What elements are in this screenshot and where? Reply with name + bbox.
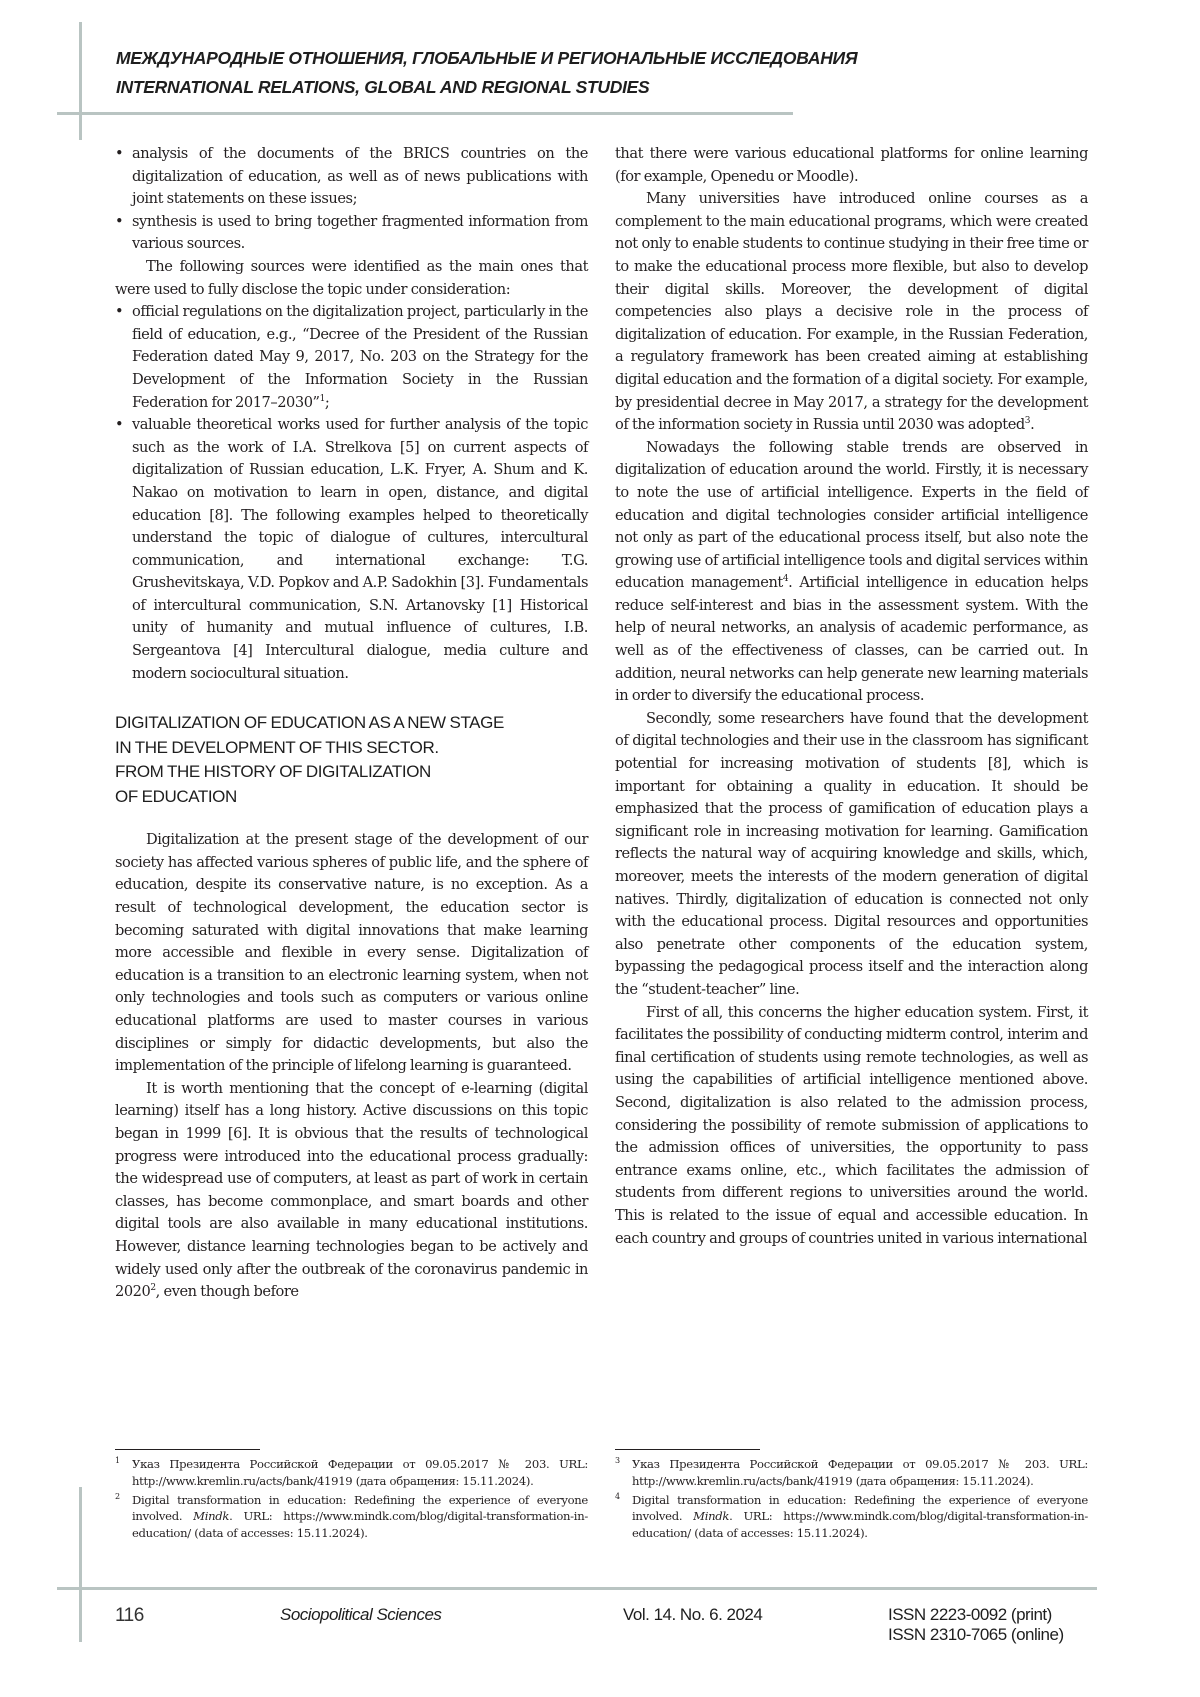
- journal-title: Sociopolitical Sciences: [280, 1605, 442, 1624]
- volume-info: Vol. 14. No. 6. 2024: [623, 1605, 763, 1624]
- right-column: [615, 143, 1088, 1250]
- running-head-ru: МЕЖДУНАРОДНЫЕ ОТНОШЕНИЯ, ГЛОБАЛЬНЫЕ И РЕГИОНАЛЬНЫЕ ИССЛЕДОВАНИЯ: [116, 48, 858, 68]
- footnote-ref[interactable]: 2: [150, 1283, 156, 1294]
- paragraph: Nowadays the following stable trends are observed in digitalization of education around the world. Firstly, it is necessary to note the use of artificial intelligence. Experts in the field of education and digital technologies consider artificial intelligence not only as part of the educational process itself, but also note the growing use of artificial intelligence tools and digital services within education management$^4$. Artificial intelligence in education helps reduce self-interest and bias in the assessment system. With the help of neural networks, an analysis of academic performance, as well as of the effectiveness of classes, can be carried out. In addition, neural networks can help generate new learning materials in order to diversify the educational process.: [615, 438, 1088, 705]
- footnote-number: 2: [115, 1491, 120, 1501]
- running-head-en: INTERNATIONAL RELATIONS, GLOBAL AND REGIONAL STUDIES: [116, 77, 650, 97]
- list-item: • analysis of the documents of the BRICS countries on the digitalization of education, as well as of news publications with joint statements on these issues;: [115, 143, 588, 211]
- footnote-number: 1: [115, 1456, 120, 1465]
- header-vertical-rule: [79, 22, 82, 140]
- footnote-link[interactable]: . URL: https://www.mindk.com/blog/digital-transformation-in-education/ (data of accesses: 15.11.2024).: [132, 1509, 588, 1541]
- header-horizontal-rule: [57, 112, 793, 115]
- footer-vertical-rule: [79, 1487, 82, 1642]
- footnote-ref[interactable]: 4: [782, 574, 789, 585]
- issn-block: [888, 1605, 1064, 1645]
- footnote-link[interactable]: . URL: https://www.mindk.com/blog/digital-transformation-in-education/ (data of accesses: 15.11.2024).: [632, 1509, 1088, 1541]
- footnotes-right: [615, 1449, 1088, 1544]
- sources-list: [115, 301, 588, 685]
- footnotes-left: [115, 1449, 588, 1544]
- page-number: 116: [115, 1605, 144, 1626]
- paragraph: The following sources were identified as the main ones that were used to fully disclose the topic under consideration:: [115, 257, 588, 298]
- paragraph: It is worth mentioning that the concept of e-learning (digital learning) itself has a long history. Active discussions on this topic began in 1999 [6]. It is obvious that the results of technological progress were introduced into the educational process gradually: the widespread use of computers, at least as part of work in certain classes, has become commonplace, and smart boards and other digital tools are also available in many educational institutions. However, distance learning technologies began to be actively and widely used only after the outbreak of the coronavirus pandemic in 2020$^2$, even though before: [115, 1079, 588, 1301]
- list-item: • synthesis is used to bring together fragmented information from various sources.: [115, 211, 588, 256]
- paragraph: that there were various educational platforms for online learning (for example, Openedu or Moodle).: [615, 145, 1088, 185]
- footnote: 1 Указ Президента Российской Федерации от 09.05.2017 № 203. URL: http://www.kremlin.ru/acts/bank/41919 (дата обращения: 15.11.2024).: [115, 1456, 588, 1490]
- left-column: [115, 143, 588, 1304]
- footer-horizontal-rule: [57, 1587, 1097, 1590]
- footnote: 2 Digital transformation in education: Redefining the experience of everyone involved. Mindk. URL: https://www.mindk.com/blog/digital-transformation-in-education/ (data of accesses: 15.11.2024).: [115, 1492, 588, 1542]
- methods-list: [115, 143, 588, 256]
- footnote-rule: [115, 1449, 260, 1450]
- paragraph: First of all, this concerns the higher education system. First, it facilitates the possibility of conducting midterm control, interim and final certification of students using remote technologies, as well as using the capabilities of artificial intelligence mentioned above. Second, digitalization is also related to the admission process, considering the possibility of remote submission of applications to the admission offices of universities, the opportunity to pass entrance exams online, etc., which facilitates the admission of students from different regions to universities around the world. This is related to the issue of equal and accessible education. In each country and groups of countries united in various international: [615, 1003, 1088, 1247]
- paragraph: Secondly, some researchers have found that the development of digital technologies and their use in the classroom has significant potential for increasing motivation of students [8], which is important for obtaining a quality in education. It should be emphasized that the process of gamification of education plays a significant role in increasing motivation for learning. Gamification reflects the natural way of acquiring knowledge and skills, which, moreover, meets the interests of the modern generation of digital natives. Thirdly, digitalization of education is connected not only with the educational process. Digital resources and opportunities also penetrate other components of the education system, bypassing the pedagogical process itself and the interaction along the “student-teacher” line.: [615, 709, 1088, 998]
- paragraph: Many universities have introduced online courses as a complement to the main educational programs, which were created not only to enable students to continue studying in their free time or to make the educational process more flexible, but also to develop their digital skills. Moreover, the development of digital competencies also plays a decisive role in the process of digitalization of education. For example, in the Russian Federation, a regulatory framework has been created aiming at establishing digital education and the formation of a digital society. For example, by presidential decree in May 2017, a strategy for the development of the information society in Russia until 2030 was adopted$^3$.: [615, 190, 1088, 434]
- list-item: • valuable theoretical works used for further analysis of the topic such as the work of I.A. Strelkova [5] on current aspects of digitalization of Russian education, L.K. Fryer, A. Shum and K. Nakao on motivation to learn in open, distance, and digital education [8]. The following examples helped to theoretically understand the topic of dialogue of cultures, intercultural communication, and international exchange: T.G. Grushevitskaya, V.D. Popkov and A.P. Sadokhin [3]. Fundamentals of intercultural communication, S.N. Artanovsky [1] Historical unity of humanity and mutual influence of cultures, I.B. Sergeantova [4] Intercultural dialogue, media culture and modern sociocultural situation.: [115, 414, 588, 685]
- footnote-ref[interactable]: 1: [319, 393, 325, 404]
- footnote-ref[interactable]: 3: [1024, 416, 1031, 427]
- section-heading: DIGITALIZATION OF EDUCATION AS A NEW STAGE IN THE DEVELOPMENT OF THIS SECTOR. FROM THE HISTORY OF DIGITALIZATION OF EDUCATION: [115, 713, 504, 806]
- running-head: [116, 44, 857, 102]
- list-item: • official regulations on the digitalization project, particularly in the field of education, e.g., “Decree of the President of the Russian Federation dated May 9, 2017, No. 203 on the Strategy for the Development of the Information Society in the Russian Federation for 2017–2030”$^1$;: [115, 301, 588, 414]
- footnote: 4 Digital transformation in education: Redefining the experience of everyone involved. Mindk. URL: https://www.mindk.com/blog/digital-transformation-in-education/ (data of accesses: 15.11.2024).: [615, 1492, 1088, 1542]
- footnote-rule: [615, 1449, 760, 1450]
- footnote-number: 4: [615, 1491, 620, 1501]
- paragraph: Digitalization at the present stage of the development of our society has affected various spheres of public life, and the sphere of education, despite its conservative nature, is no exception. As a result of technological development, the education sector is becoming saturated with digital innovations that make learning more accessible and flexible in every sense. Digitalization of education is a transition to an electronic learning system, when not only technologies and tools such as computers or various online educational platforms are used to master courses in various disciplines or simply for didactic developments, but also the implementation of the principle of lifelong learning is guaranteed.: [115, 831, 588, 1075]
- footnote: 3 Указ Президента Российской Федерации от 09.05.2017 № 203. URL: http://www.kremlin.ru/acts/bank/41919 (дата обращения: 15.11.2024).: [615, 1456, 1088, 1490]
- issn-print: ISSN 2223-0092 (print): [888, 1605, 1052, 1624]
- issn-online: ISSN 2310-7065 (online): [888, 1625, 1064, 1644]
- footnote-number: 3: [615, 1456, 620, 1465]
